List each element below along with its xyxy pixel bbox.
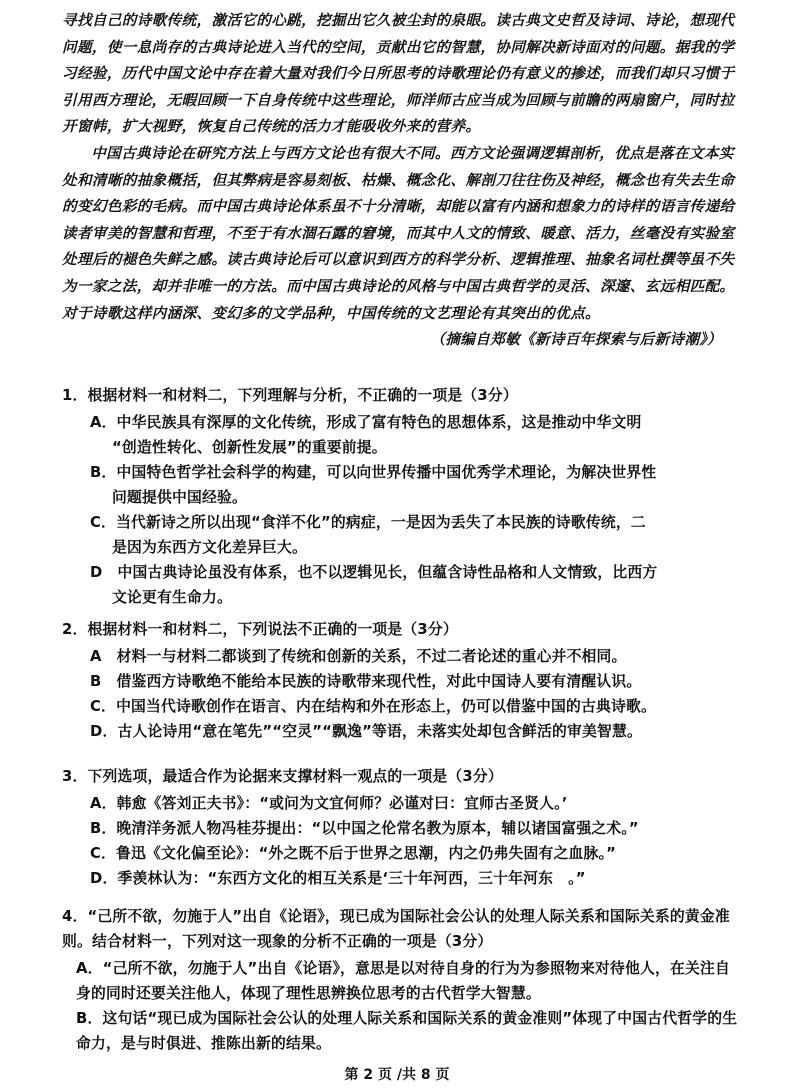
option-label: B [90,673,117,690]
option-text: 借鉴西方诗歌绝不能给本民族的诗歌带来现代性，对此中国诗人要有清醒认识。 [116,673,642,690]
question-stem: 4．“己所不欲，勿施于人”出自《论语》，现已成为国际社会公认的处理人际关系和国际关系的黄金准则。结合材料一，下列对这一现象的分析不正确的一项是（3分） [62,908,730,950]
option-text-cont: “创造性转化、创新性发展”的重要前提。 [112,439,387,456]
option-a [62,791,742,816]
option-label: D [90,564,118,581]
question-stem: 2．根据材料一和材料二，下列说法不正确的一项是（3分） [62,621,458,638]
option-label: C． [90,698,117,715]
option-text-cont: 问题提供中国经验。 [112,489,247,506]
option-b [62,669,742,694]
option-text: 古人论诗用“意在笔先”“空灵”“飘逸”等语，未落实处却包含鲜活的审美智慧。 [117,723,642,740]
option-label: A [90,648,117,665]
option-c [62,841,742,866]
option-label: D． [90,723,118,740]
option-text: 这句话“现已成为国际社会公认的处理人际关系和国际关系的黄金准则”体现了中国古代哲学的生命力，是与时俱进、推陈出新的结果。 [76,1010,738,1052]
option-a [62,644,742,669]
option-label: C． [90,514,117,531]
option-label: C． [90,845,117,862]
option-text: 中华民族具有深厚的文化传统，形成了富有特色的思想体系，这是推动中华文明 [116,414,642,431]
option-text: 中国当代诗歌创作在语言、内在结构和外在形态上，仍可以借鉴中国的古典诗歌。 [116,698,656,715]
question-4 [62,904,742,1056]
option-text: 材料一与材料二都谈到了传统和创新的关系，不过二者论述的重心并不相同。 [116,648,627,665]
question-stem: 3．下列选项，最适合作为论据来支撑材料一观点的一项是（3分） [62,768,503,785]
option-text-cont: 是因为东西方文化差异巨大。 [112,539,307,556]
option-d [62,719,742,744]
question-2 [62,617,742,744]
option-c [62,694,742,719]
reading-passage [62,8,742,354]
option-text: 韩愈《答刘正夫书》：“或问为文宜何师？必谨对曰：宜师古圣贤人。’ [116,795,568,812]
option-text: 晚清洋务派人物冯桂芬提出：“以中国之伦常名教为原本，辅以诸国富强之术。” [116,820,639,837]
passage-source: （摘编自郑敏《新诗百年探索与后新诗潮》） [430,331,722,349]
option-label: B． [76,1010,103,1027]
option-b [62,1006,742,1056]
option-text: 鲁迅《文化偏至论》：“外之既不后于世界之思潮，内之仍弗失固有之血脉。” [116,845,617,862]
option-label: B． [90,820,117,837]
option-label: A． [76,960,103,977]
page-number-footer: 第 2 页 /共 8 页 [344,1067,450,1083]
option-label: B． [90,464,117,481]
option-label: A． [90,795,117,812]
question-1 [62,383,742,610]
option-d [62,866,742,891]
option-text: “己所不欲，勿施于人”出自《论语》，意思是以对待自身的行为为参照物来对待他人，在关注自身的同时还要关注他人，体现了理性思辨换位思考的古代哲学大智慧。 [76,960,730,1002]
option-b [62,816,742,841]
option-b [62,460,742,510]
option-text: 中国特色哲学社会科学的构建，可以向世界传播中国优秀学术理论，为解决世界性 [116,464,657,481]
option-text: 中国古典诗论虽没有体系，也不以逻辑见长，但蕴含诗性品格和人文情致，比西方 [117,564,658,581]
passage-paragraph-2: 中国古典诗论在研究方法上与西方文论也有很大不同。西方文论强调逻辑剖析，优点是落在文本实处和清晰的抽象概括，但其弊病是容易刻板、枯燥、概念化、解剖刀往往伤及神经，概念也有失去生命的变幻色彩的毛病。而中国古典诗论体系虽不十分清晰，却能以富有内涵和想象力的诗样的语言传递给读者审美的智慧和哲理，不至于有水涸石露的窘境，而其中人文的情致、暖意、活力，丝毫没有实验室处理后的褪色失鲜之感。读古典诗论后可以意识到西方的科学分析、逻辑推理、抽象名词杜撰等虽不失为一家之法，却并非唯一的方法。而中国古典诗论的风格与中国古典哲学的灵活、深邃、玄远相匹配。对于诗歌这样内涵深、变幻多的文学品种，中国传统的文艺理论有其突出的优点。 [62,144,735,322]
option-label: D． [90,870,118,887]
option-text: 季羡林认为：“东西方文化的相互关系是‘三十年河西，三十年河东 。” [117,870,586,887]
question-3 [62,764,742,891]
question-stem: 1．根据材料一和材料二，下列理解与分析，不正确的一项是（3分） [62,387,518,404]
option-d [62,560,742,610]
option-a [62,956,742,1006]
option-a [62,410,742,460]
passage-paragraph-1: 寻找自己的诗歌传统，激活它的心跳，挖掘出它久被尘封的泉眼。读古典文史哲及诗词、诗论，想现代问题，使一息尚存的古典诗论进入当代的空间，贡献出它的智慧，协同解决新诗面对的问题。据我的学习经验，历代中国文论中存在着大量对我们今日所思考的诗歌理论仍有意义的掺述，而我们却只习惯于引用西方理论，无暇回顾一下自身传统中这些理论，师洋师古应当成为回顾与前瞻的两扇窗户，同时拉开窗帏，扩大视野，恢复自己传统的活力才能吸收外来的营养。 [62,12,735,136]
option-c [62,510,742,560]
option-text: 当代新诗之所以出现“食洋不化”的病症，一是因为丢失了本民族的诗歌传统，二 [116,514,646,531]
option-text-cont: 文论更有生命力。 [112,589,232,606]
option-label: A． [90,414,117,431]
